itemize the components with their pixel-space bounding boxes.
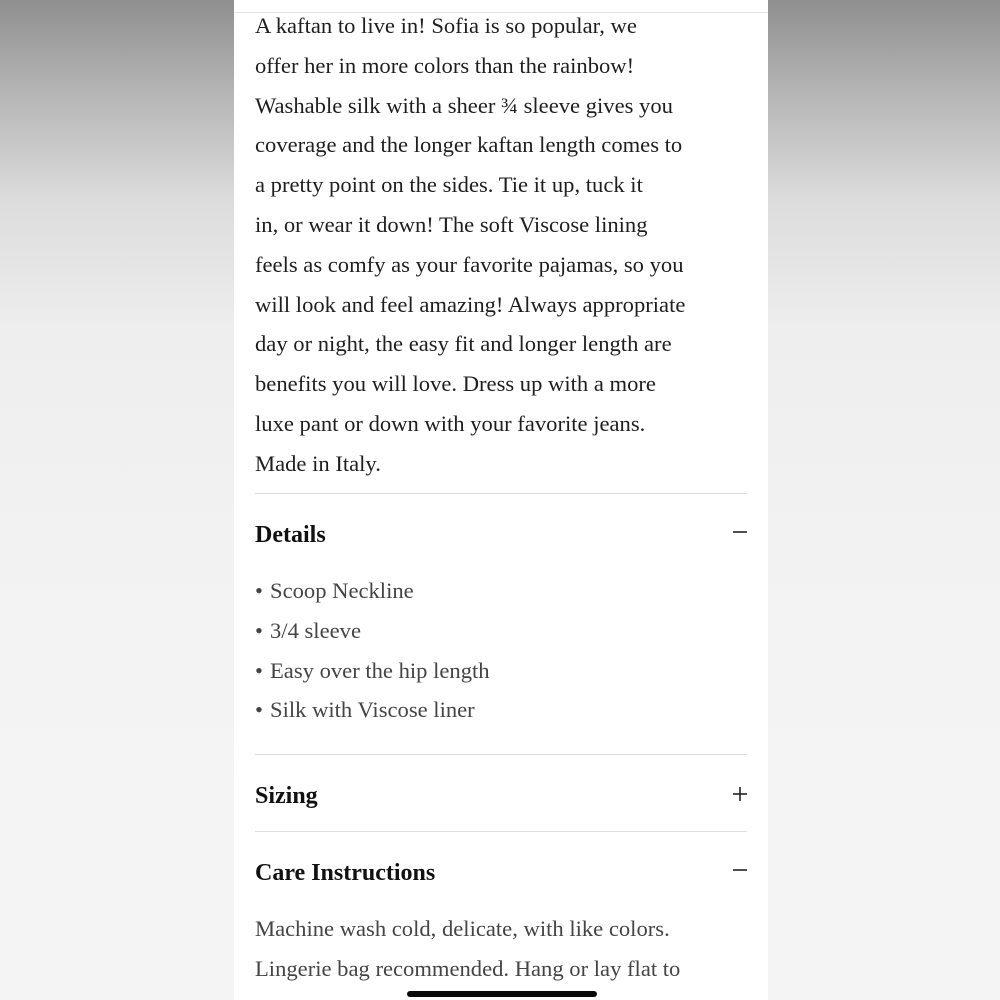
list-item: • 3/4 sleeve xyxy=(255,611,490,651)
description-line: in, or wear it down! The soft Viscose lining xyxy=(255,211,648,237)
sizing-header[interactable]: Sizing xyxy=(255,783,318,809)
description-line: Washable silk with a sheer ¾ sleeve gives you xyxy=(255,92,673,118)
description-line: coverage and the longer kaftan length comes to xyxy=(255,132,683,158)
details-divider xyxy=(255,493,747,494)
description-line: feels as comfy as your favorite pajamas, so you xyxy=(255,251,684,277)
care-instructions-header[interactable]: Care Instructions xyxy=(255,860,436,886)
care-divider xyxy=(255,831,747,832)
product-page xyxy=(234,0,768,1000)
care-line: Machine wash cold, delicate, with like colors. xyxy=(255,916,670,941)
care-instructions-text xyxy=(255,909,755,989)
description-line: offer her in more colors than the rainbow! xyxy=(255,52,635,78)
list-item: • Scoop Neckline xyxy=(255,571,490,611)
description-line: luxe pant or down with your favorite jeans. xyxy=(255,410,646,436)
care-line: Lingerie bag recommended. Hang or lay flat to xyxy=(255,955,681,981)
list-item: • Silk with Viscose liner xyxy=(255,690,490,730)
list-item: • Easy over the hip length xyxy=(255,651,490,691)
home-indicator[interactable] xyxy=(407,991,597,997)
description-line: will look and feel amazing! Always appropriate xyxy=(255,291,686,317)
minus-icon[interactable] xyxy=(722,517,758,547)
minus-icon[interactable] xyxy=(722,855,758,885)
plus-icon[interactable] xyxy=(722,779,758,809)
sizing-divider xyxy=(255,754,747,755)
details-header[interactable]: Details xyxy=(255,522,326,548)
description-line: a pretty point on the sides. Tie it up, tuck it xyxy=(255,172,643,198)
description-line: Made in Italy. xyxy=(255,450,381,476)
description-line: benefits you will love. Dress up with a more xyxy=(255,371,656,397)
product-description xyxy=(255,6,755,484)
details-list xyxy=(255,571,490,730)
description-line: day or night, the easy fit and longer length are xyxy=(255,331,672,357)
description-line: A kaftan to live in! Sofia is so popular, we xyxy=(255,13,637,38)
